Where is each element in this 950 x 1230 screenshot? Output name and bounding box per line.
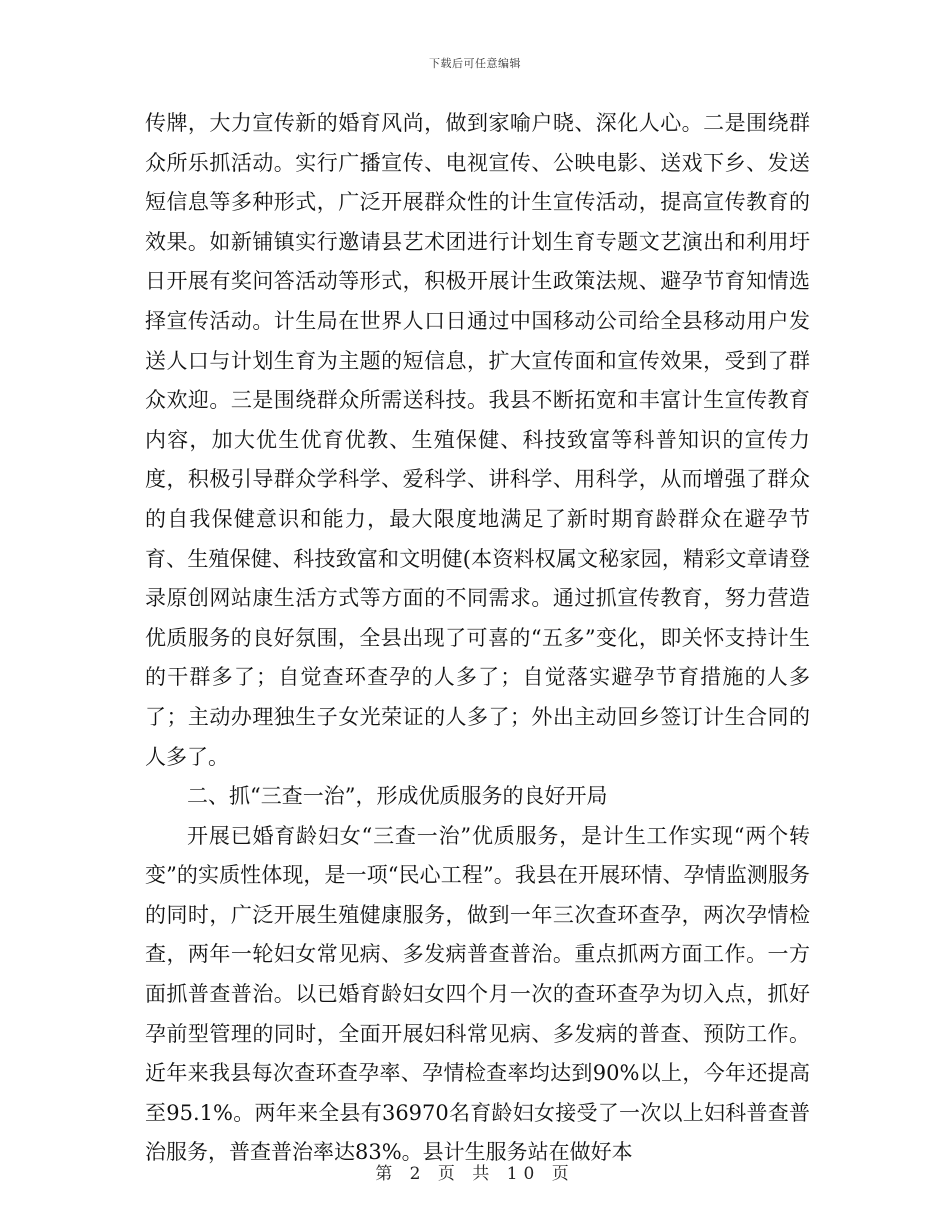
document-body [145,104,810,1173]
page-number: 第 2 页 共 10 页 [375,1164,575,1184]
body-paragraph: 开展已婚育龄妇女“三查一治”优质服务，是计生工作实现“两个转变”的实质性体现，是一项“民心工程”。我县在开展环情、孕情监测服务的同时，广泛开展生殖健康服务，做到一年三次查环查孕，两次孕情检查，两年一轮妇女常见病、多发病普查普治。重点抓两方面工作。一方面抓普查普治。以已婚育龄妇女四个月一次的查环查孕为切入点，抓好孕前型管理的同时，全面开展妇科常见病、多发病的普查、预防工作。近年来我县每次查环查孕率、孕情检查率均达到90%以上，今年还提高至95.1%。两年来全县有36970名育龄妇女接受了一次以上妇科普查普治服务，普查普治率达83%。县计生服务站在做好本 [145,823,810,1165]
page-header: 下载后可任意编辑 [429,57,521,70]
body-paragraph: 传牌，大力宣传新的婚育风尚，做到家喻户晓、深化人心。二是围绕群众所乐抓活动。实行广播宣传、电视宣传、公映电影、送戏下乡、发送短信息等多种形式，广泛开展群众性的计生宣传活动，提高宣传教育的效果。如新铺镇实行邀请县艺术团进行计划生育专题文艺演出和利用圩日开展有奖问答活动等形式，积极开展计生政策法规、避孕节育知情选择宣传活动。计生局在世界人口日通过中国移动公司给全县移动用户发送人口与计划生育为主题的短信息，扩大宣传面和宣传效果，受到了群众欢迎。三是围绕群众所需送科技。我县不断拓宽和丰富计生宣传教育内容，加大优生优育优教、生殖保健、科技致富等科普知识的宣传力度，积极引导群众学科学、爱科学、讲科学、用科学，从而增强了群众的自我保健意识和能力，最大限度地满足了新时期育龄群众在避孕节育、生殖保健、科技致富和文明健(本资料权属文秘家园，精彩文章请登录原创网站康生活方式等方面的不同需求。通过抓宣传教育，努力营造优质服务的良好氛围，全县出现了可喜的“五多”变化，即关怀支持计生的干群多了；自觉查环查孕的人多了；自觉落实避孕节育措施的人多了；主动办理独生子女光荣证的人多了；外出主动回乡签订计生合同的人多了。 [145,111,810,769]
section-heading: 二、抓“三查一治”，形成优质服务的良好开局 [187,784,608,809]
